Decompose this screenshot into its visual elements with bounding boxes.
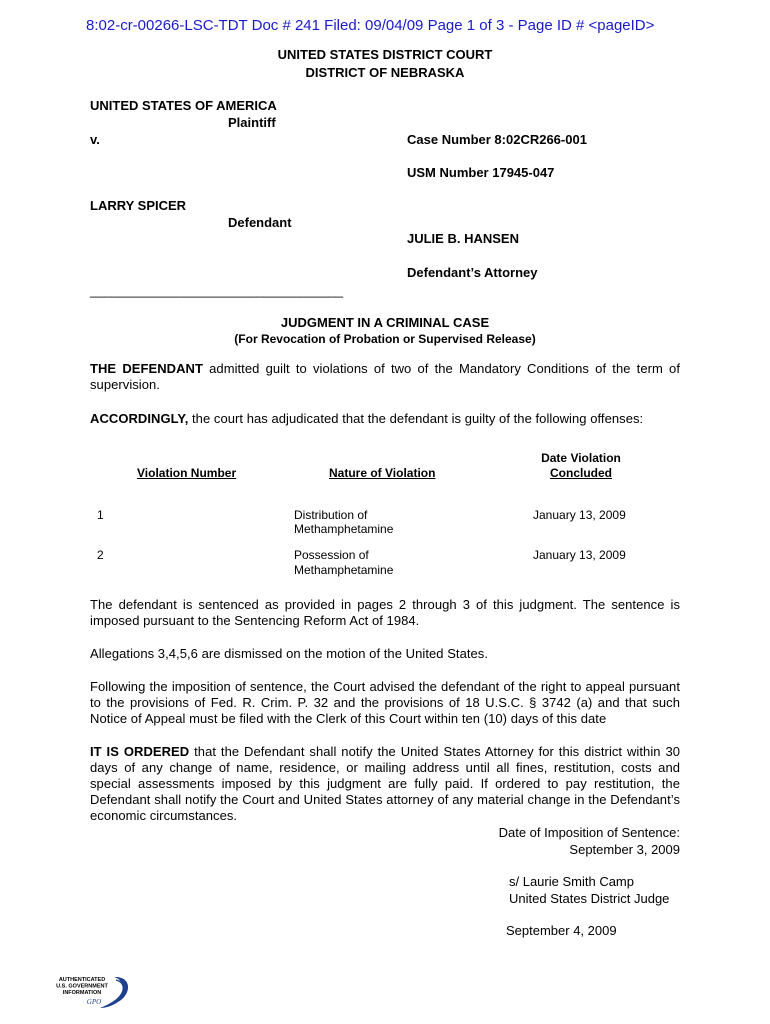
header-nature: Nature of Violation: [329, 466, 436, 480]
usm-number: USM Number 17945-047: [407, 165, 555, 180]
header-date-line2: Concluded: [550, 466, 612, 480]
judge-signature: s/ Laurie Smith Camp: [509, 874, 634, 889]
case-number: Case Number 8:02CR266-001: [407, 132, 587, 147]
gpo-line1: AUTHENTICATED: [58, 977, 106, 983]
judgment-subtitle: (For Revocation of Probation or Supervised Release): [234, 332, 536, 346]
defendant-name: LARRY SPICER: [90, 198, 187, 213]
imposition-date: September 3, 2009: [569, 842, 680, 857]
allegations-paragraph: Allegations 3,4,5,6 are dismissed on the motion of the United States.: [90, 646, 489, 661]
row1-nature-line2: Methamphetamine: [294, 522, 394, 536]
signature-date: September 4, 2009: [506, 923, 617, 938]
defendant-paragraph: [90, 361, 680, 393]
plaintiff-role: Plaintiff: [228, 115, 276, 130]
judgment-title: JUDGMENT IN A CRIMINAL CASE: [280, 315, 490, 330]
row2-date: January 13, 2009: [533, 548, 626, 562]
judge-title: United States District Judge: [509, 891, 670, 906]
gpo-mark: GPO: [86, 998, 102, 1006]
row2-nature-line2: Methamphetamine: [294, 563, 394, 577]
versus: v.: [90, 132, 100, 147]
gpo-line2: U.S. GOVERNMENT: [56, 983, 108, 990]
gpo-authentication-logo: [40, 974, 140, 1014]
ordered-lead: IT IS ORDERED: [90, 744, 190, 759]
header-violation-number: Violation Number: [137, 466, 237, 480]
sentence-paragraph: The defendant is sentenced as provided in pages 2 through 3 of this judgment. The sentence is imposed pursuant to the Sentencing Reform Act of 1984.: [90, 597, 680, 628]
row1-nature-line1: Distribution of: [294, 508, 368, 522]
row2-number: 2: [97, 548, 104, 562]
defendant-text: admitted guilt to violations of two of the Mandatory Conditions of the term of supervision.: [90, 361, 680, 392]
ordered-paragraph: [90, 744, 680, 824]
imposition-label: Date of Imposition of Sentence:: [498, 825, 680, 840]
plaintiff-name: UNITED STATES OF AMERICA: [90, 98, 277, 113]
attorney-role: Defendant’s Attorney: [407, 265, 538, 280]
court-name: UNITED STATES DISTRICT COURT: [277, 47, 493, 62]
row2-nature-line1: Possession of: [294, 548, 369, 562]
caption-divider: ___________________________________: [90, 283, 344, 298]
appeal-paragraph: Following the imposition of sentence, the Court advised the defendant of the right to appeal pursuant to the provisions of Fed. R. Crim. P. 32 and the provisions of 18 U.S.C. § 3742 (a) and that such Notice of Appeal must be filed with the Clerk of this Court within ten (10) days of this date: [90, 679, 680, 726]
header-citation: 8:02-cr-00266-LSC-TDT Doc # 241 Filed: 09/04/09 Page 1 of 3 - Page ID # <pageID>: [86, 17, 655, 34]
defendant-lead: THE DEFENDANT: [90, 361, 203, 376]
gpo-line3: INFORMATION: [62, 990, 102, 996]
row1-date: January 13, 2009: [533, 508, 626, 522]
ordered-text: that the Defendant shall notify the United States Attorney for this district within 30 days of any change of name, residence, or mailing address until all fines, restitution, costs and special assessments imposed by this judgment are fully paid. If ordered to pay restitution, the Defendant shall notify the Court and United States attorney of any material change in the Defendant’s economic circumstances.: [90, 744, 681, 823]
attorney-name: JULIE B. HANSEN: [407, 231, 519, 246]
accordingly-paragraph: [90, 411, 680, 427]
accordingly-text: the court has adjudicated that the defendant is guilty of the following offenses:: [188, 411, 644, 426]
court-district: DISTRICT OF NEBRASKA: [305, 65, 465, 80]
header-date-line1: Date Violation: [541, 451, 621, 465]
accordingly-lead: ACCORDINGLY,: [90, 411, 189, 426]
defendant-role: Defendant: [228, 215, 292, 230]
row1-number: 1: [97, 508, 104, 522]
